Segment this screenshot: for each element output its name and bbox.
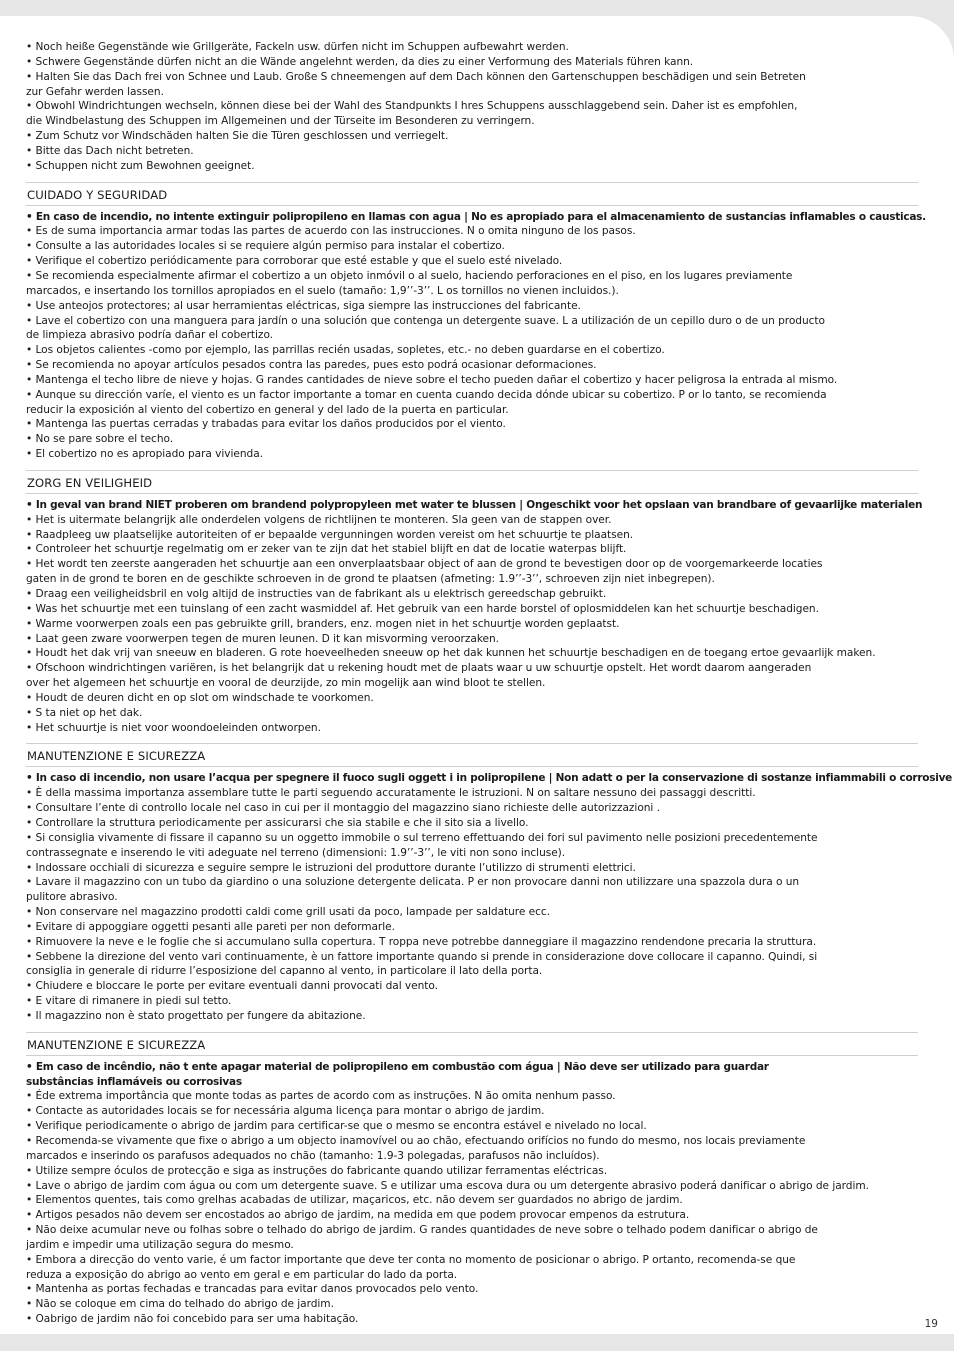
- section-header: [26, 470, 918, 494]
- bullet-line: • Noch heiße Gegenstände wie Grillgeräte, Fackeln usw. dürfen nicht im Schuppen aufbewahrt werden.: [26, 41, 569, 53]
- bullet-line: • Verifique periodicamente o abrigo de jardim para certificar-se que o mesmo se encontra estável e nivelado no local.: [26, 1120, 647, 1133]
- bullet-line: • Embora a direcção do vento varie, é um factor importante que deve ter conta no momento de posicionar o abrigo. P ortanto, recomenda-se que: [26, 1253, 796, 1266]
- bullet-line: • Lave el cobertizo con una manguera para jardín o una solución que contenga un detergente suave. L a utilización de un cepillo duro o de un producto: [26, 314, 825, 327]
- bullet-line: • Se recomienda especialmente afirmar el cobertizo a un objeto inmóvil o al suelo, haciendo perforaciones en el piso, en los lugares previamente: [26, 269, 793, 282]
- bullet-line: gaten in de grond te boren en de geschikte schroeven in de grond te plaatsen (afmeting: 1.9’’-3’’, schroeven zijn niet inbegrepen).: [26, 573, 715, 586]
- bullet-line: consiglia in generale di ridurre l’esposizione del capanno al vento, in particolare il lato della porta.: [26, 965, 543, 978]
- bullet-line: • Não deixe acumular neve ou folhas sobre o telhado do abrigo de jardim. G randes quantidades de neve sobre o telhado podem danificar o abrigo de: [26, 1224, 818, 1237]
- bullet-line: • Controleer het schuurtje regelmatig om er zeker van te zijn dat het stabiel blijft en dat de locatie waterpas blijft.: [26, 543, 627, 556]
- bullet-line: • Il magazzino non è stato progettato per fungere da abitazione.: [26, 1009, 366, 1022]
- bullet-line: contrassegnate e inserendo le viti adeguate nel terreno (dimensioni: 1.9’’-3’’, le viti non sono incluse).: [26, 846, 566, 859]
- section: [26, 743, 953, 1023]
- section-title: CUIDADO Y SEGURIDAD: [26, 182, 918, 206]
- section-list: [26, 771, 953, 1023]
- bullet-line: over het algemeen het schuurtje en vooral de deurzijde, zo min mogelijk aan wind bloot te stellen.: [26, 677, 546, 690]
- bullet-line: • Si consiglia vivamente di fissare il capanno su un oggetto immobile o sul terreno effettuando dei fori sul pavimento nelle posizioni precedentemente: [26, 831, 818, 844]
- bullet-line: zur Gefahr werden lassen.: [26, 85, 164, 98]
- section-header: [26, 182, 918, 206]
- bullet-line: • Verifique el cobertizo periódicamente para corroborar que esté estable y que el suelo esté nivelado.: [26, 255, 563, 268]
- bullet-line: • Zum Schutz vor Windschäden halten Sie die Türen geschlossen und verriegelt.: [26, 130, 449, 143]
- bullet-line: • Het is uitermate belangrijk alle onderdelen volgens de richtlijnen te monteren. Sla geen van de stappen over.: [26, 513, 612, 526]
- bullet-line: • Consultare l’ente di controllo locale nel caso in cui per il montaggio del magazzino siano richieste delle autorizzazioni .: [26, 802, 660, 815]
- bullet-line: • Chiudere e bloccare le porte per evitare eventuali danni provocati dal vento.: [26, 980, 438, 993]
- bullet-line: • Rimuovere la neve e le foglie che si accumulano sulla copertura. T roppa neve potrebbe danneggiare il magazzino rendendone precaria la struttura.: [26, 935, 817, 948]
- bullet-line: • Raadpleeg uw plaatselijke autoriteiten of er bepaalde vergunningen worden vereist om het schuurtje te plaatsen.: [26, 528, 634, 541]
- bullet-line: • Los objetos calientes -como por ejemplo, las parrillas recién usadas, sopletes, etc.- no deben guardarse en el cobertizo.: [26, 344, 665, 357]
- bullet-line: • Artigos pesados não devem ser encostados ao abrigo de jardim, na medida em que podem provocar empenos da estrutura.: [26, 1209, 690, 1222]
- bullet-line: reduza a exposição do abrigo ao vento em geral e em particular do lado da porta.: [26, 1268, 458, 1281]
- bullet-line: jardim e impedir uma utilização segura do mesmo.: [26, 1238, 294, 1251]
- bullet-line: • No se pare sobre el techo.: [26, 433, 174, 446]
- section: [26, 470, 923, 736]
- bullet-line: • Non conservare nel magazzino prodotti caldi come grill usati da poco, lampade per saldature ecc.: [26, 906, 550, 919]
- bullet-line: • Sebbene la direzione del vento vari continuamente, è un fattore importante quando si prende in considerazione dove collocare il capanno. Quindi, si: [26, 950, 818, 963]
- bullet-line: • Was het schuurtje met een tuinslang of een zacht wasmiddel af. Het gebruik van een harde borstel of oplosmiddelen kan het schuurtje beschadigen.: [26, 602, 819, 615]
- bullet-line: • Recomenda-se vivamente que fixe o abrigo a um objecto inamovível ou ao chão, efectuando orifícios no fundo do mesmo, nos locais previamente: [26, 1135, 806, 1147]
- bullet-line: • Ofschoon windrichtingen variëren, is het belangrijk dat u rekening houdt met de plaats waar u uw schuurtje opstelt. Het wordt daarom aangeraden: [26, 662, 812, 675]
- bullet-line: • Evitare di appoggiare oggetti pesanti alle pareti per non deformarle.: [26, 920, 395, 933]
- warning-line: substâncias inflamáveis ou corrosivas: [26, 1075, 242, 1088]
- bullet-line: • Aunque su dirección varíe, el viento es un factor importante a tomar en cuenta cuando decida dónde ubicar su cobertizo. P or lo tanto, se recomienda: [26, 388, 827, 401]
- bullet-line: • Mantenga el techo libre de nieve y hojas. G randes cantidades de nieve sobre el techo pueden dañar el cobertizo y hacer peligrosa la entrada al mismo.: [26, 373, 838, 386]
- bullet-line: • Se recomienda no apoyar artículos pesados contra las paredes, pues esto podrá ocasionar deformaciones.: [26, 359, 597, 372]
- section-list: [26, 1060, 918, 1327]
- bullet-line: • Consulte a las autoridades locales si se requiere algún permiso para instalar el cobertizo.: [26, 240, 505, 253]
- section-title: MANUTENZIONE E SICUREZZA: [26, 743, 918, 767]
- section: [26, 182, 926, 462]
- bullet-line: • Draag een veiligheidsbril en volg altijd de instructies van de fabrikant als u elektrisch gereedschap gebruikt.: [26, 588, 607, 600]
- bullet-line: • E vitare di rimanere in piedi sul tetto.: [26, 995, 232, 1008]
- bullet-line: • Mantenga las puertas cerradas y trabadas para evitar los daños producidos por el viento.: [26, 418, 506, 431]
- warning-line: • In caso di incendio, non usare l’acqua per spegnere il fuoco sugli oggett i in polipropilene | Non adatt o per la conservazione di sostanze infiammabili o corrosive: [26, 772, 953, 785]
- bullet-line: • Use anteojos protectores; al usar herramientas eléctricas, siga siempre las instrucciones del fabricante.: [26, 299, 581, 312]
- page-number: 19: [924, 1318, 938, 1330]
- bullet-line: marcados e inserindo os parafusos adequados no chão (tamanho: 1.9-3 polegadas, parafusos não incluídos).: [26, 1149, 600, 1162]
- bullet-line: • Houdt het dak vrij van sneeuw en bladeren. G rote hoeveelheden sneeuw op het dak kunnen het schuurtje beschadigen en de toegang ertoe gevaarlijk maken.: [26, 647, 876, 660]
- bullet-line: • Houdt de deuren dicht en op slot om windschade te voorkomen.: [26, 691, 374, 704]
- bullet-line: • Éde extrema importância que monte todas as partes de acordo com as instruções. N ão omita nenhum passo.: [26, 1090, 616, 1103]
- bullet-line: • Contacte as autoridades locais se for necessária alguma licença para montar o abrigo de jardim.: [26, 1105, 545, 1118]
- bullet-line: marcados, e insertando los tornillos apropiados en el suelo (tamaño: 1,9’’-3’’. L os tornillos no vienen incluidos.).: [26, 284, 619, 297]
- bullet-line: • Obwohl Windrichtungen wechseln, können diese bei der Wahl des Standpunkts I hres Schuppens ausschlaggebend sein. Daher ist es empfohlen,: [26, 100, 798, 113]
- bullet-line: • Halten Sie das Dach frei von Schnee und Laub. Große S chneemengen auf dem Dach können den Gartenschuppen beschädigen und sein Betreten: [26, 70, 806, 83]
- section-header: [26, 1032, 918, 1056]
- document-body: [26, 40, 953, 1327]
- bullet-line: • S ta niet op het dak.: [26, 706, 143, 719]
- bullet-line: die Windbelastung des Schuppen im Allgemeinen und der Türseite im Besonderen zu verringern.: [26, 115, 535, 128]
- warning-line: • En caso de incendio, no intente extinguir polipropileno en llamas con agua | No es apropiado para el almacenamiento de sustancias inflamables o causticas.: [26, 210, 926, 223]
- bullet-line: • È della massima importanza assemblare tutte le parti seguendo accuratamente le istruzioni. N on saltare nessuno dei passaggi descritti.: [26, 787, 756, 800]
- bullet-line: • Elementos quentes, tais como grelhas acabadas de utilizar, maçaricos, etc. não devem ser guardados no abrigo de jardim.: [26, 1194, 683, 1207]
- bullet-line: • Lave o abrigo de jardim com água ou com um detergente suave. S e utilizar uma escova dura ou um detergente abrasivo poderá danificar o abrigo de jardim.: [26, 1179, 869, 1192]
- intro-list: [26, 40, 918, 174]
- bullet-line: • Bitte das Dach nicht betreten.: [26, 144, 194, 157]
- bullet-line: • Het schuurtje is niet voor woondoeleinden ontworpen.: [26, 721, 321, 734]
- bullet-line: • Indossare occhiali di sicurezza e seguire sempre le istruzioni del produttore durante l’utilizzo di strumenti elettrici.: [26, 861, 636, 874]
- bullet-line: • Lavare il magazzino con un tubo da giardino o una soluzione detergente delicata. P er non provocare danni non utilizzare una spazzola dura o un: [26, 876, 800, 889]
- section-title: ZORG EN VEILIGHEID: [26, 470, 918, 494]
- bullet-line: • Warme voorwerpen zoals een pas gebruikte grill, branders, enz. mogen niet in het schuurtje worden geplaatst.: [26, 617, 620, 630]
- bullet-line: • El cobertizo no es apropiado para vivienda.: [26, 448, 263, 461]
- bullet-line: • Oabrigo de jardim não foi concebido para ser uma habitação.: [26, 1313, 359, 1326]
- warning-line: • In geval van brand NIET proberen om brandend polypropyleen met water te blussen | Ongeschikt voor het opslaan van brandbare of gevaarlijke materialen: [26, 498, 923, 511]
- bullet-line: • Schuppen nicht zum Bewohnen geeignet.: [26, 159, 255, 172]
- section-list: [26, 210, 926, 462]
- section-title: MANUTENZIONE E SICUREZZA: [26, 1032, 918, 1056]
- bullet-line: • Laat geen zware voorwerpen tegen de muren leunen. D it kan misvorming veroorzaken.: [26, 632, 499, 645]
- bullet-line: • Schwere Gegenstände dürfen nicht an die Wände angelehnt werden, da dies zu einer Verformung des Materials führen kann.: [26, 55, 694, 68]
- section: [26, 1032, 918, 1327]
- bullet-line: de limpieza abrasivo podría dañar el cobertizo.: [26, 329, 274, 342]
- section-list: [26, 498, 923, 736]
- bullet-line: • Mantenha as portas fechadas e trancadas para evitar danos provocados pelo vento.: [26, 1283, 479, 1296]
- bullet-line: • Utilize sempre óculos de protecção e siga as instruções do fabricante quando utilizar ferramentas eléctricas.: [26, 1164, 608, 1177]
- bullet-line: reducir la exposición al viento del cobertizo en general y del lado de la puerta en particular.: [26, 403, 509, 416]
- bullet-line: pulitore abrasivo.: [26, 891, 118, 904]
- bullet-line: • Het wordt ten zeerste aangeraden het schuurtje aan een onverplaatsbaar object of aan de grond te bevestigen door op de voorgemarkeerde locaties: [26, 558, 823, 571]
- section-header: [26, 743, 918, 767]
- warning-line: • Em caso de incêndio, não t ente apagar material de polipropileno em combustão com água | Não deve ser utilizado para guardar: [26, 1060, 769, 1073]
- bullet-line: • Não se coloque em cima do telhado do abrigo de jardim.: [26, 1298, 334, 1311]
- bullet-line: • Controllare la struttura periodicamente per assicurarsi che sia stabile e che il sito sia a livello.: [26, 816, 529, 829]
- bullet-line: • Es de suma importancia armar todas las partes de acuerdo con las instrucciones. N o omita ninguno de los pasos.: [26, 225, 636, 238]
